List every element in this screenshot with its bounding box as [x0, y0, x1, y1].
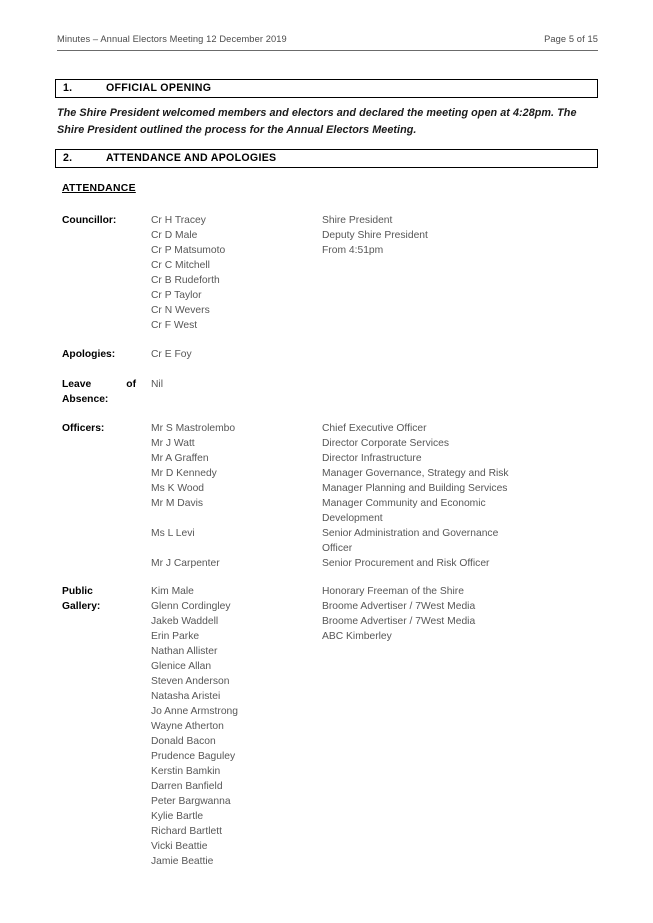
list-item: Director Infrastructure [322, 453, 422, 464]
list-item: Wayne Atherton [151, 721, 224, 732]
header-document-title: Minutes – Annual Electors Meeting 12 December 2019 [57, 34, 287, 44]
list-item: Mr J Carpenter [151, 558, 220, 569]
header-divider-rule [57, 50, 598, 51]
list-item: Mr A Graffen [151, 453, 209, 464]
list-item: Ms L Levi [151, 528, 195, 539]
page-header [57, 34, 598, 44]
section-number: 1. [63, 82, 73, 94]
row-label [62, 377, 142, 407]
list-item: Development [322, 513, 383, 524]
row-names-column [151, 421, 321, 571]
attendance-subheading: ATTENDANCE [62, 183, 136, 194]
list-item: Cr H Tracey [151, 215, 206, 226]
list-item: Director Corporate Services [322, 438, 450, 449]
row-roles-column [322, 213, 598, 258]
row-label: Apologies: [62, 349, 116, 360]
list-item: Kylie Bartle [151, 811, 204, 822]
list-item: Shire President [322, 215, 393, 226]
row-label-part: Public [62, 586, 93, 597]
list-item: Steven Anderson [151, 676, 230, 687]
list-item: Mr J Watt [151, 438, 195, 449]
list-item: Cr N Wevers [151, 305, 210, 316]
row-label [62, 584, 142, 614]
row-names-column [151, 584, 321, 869]
list-item: Richard Bartlett [151, 826, 222, 837]
header-page-number: Page 5 of 15 [544, 34, 598, 44]
row-label: Officers: [62, 423, 105, 434]
list-item: Senior Administration and Governance [322, 528, 499, 539]
section-heading-attendance-apologies [55, 149, 598, 168]
list-item: Cr C Mitchell [151, 260, 210, 271]
row-names-column [151, 347, 321, 362]
row-label-part: Gallery: [62, 601, 101, 612]
list-item: Manager Planning and Building Services [322, 483, 508, 494]
list-item: Manager Governance, Strategy and Risk [322, 468, 509, 479]
row-names-column [151, 377, 321, 392]
list-item: Kerstin Bamkin [151, 766, 221, 777]
section-title: OFFICIAL OPENING [106, 82, 212, 94]
list-item: Chief Executive Officer [322, 423, 427, 434]
list-item: Nathan Allister [151, 646, 218, 657]
list-item: Cr F West [151, 320, 198, 331]
row-label-part: Absence: [62, 394, 109, 405]
list-item: Darren Banfield [151, 781, 223, 792]
list-item: Broome Advertiser / 7West Media [322, 616, 476, 627]
list-item: Mr M Davis [151, 498, 204, 509]
list-item: Cr B Rudeforth [151, 275, 220, 286]
list-item: Cr P Matsumoto [151, 245, 226, 256]
list-item: Officer [322, 543, 353, 554]
row-label-part: Leave [62, 379, 92, 390]
list-item-spacer [151, 511, 321, 526]
list-item: Glenn Cordingley [151, 601, 231, 612]
list-item: Donald Bacon [151, 736, 216, 747]
list-item: Mr S Mastrolembo [151, 423, 236, 434]
list-item: Jamie Beattie [151, 856, 214, 867]
list-item: Jo Anne Armstrong [151, 706, 239, 717]
row-label: Councillor: [62, 215, 117, 226]
list-item: Senior Procurement and Risk Officer [322, 558, 490, 569]
list-item: Glenice Allan [151, 661, 212, 672]
list-item: Erin Parke [151, 631, 200, 642]
list-item: Natasha Aristei [151, 691, 221, 702]
section-number: 2. [63, 152, 73, 164]
section-heading-official-opening [55, 79, 598, 98]
row-names-column [151, 213, 321, 333]
section-title: ATTENDANCE AND APOLOGIES [106, 152, 277, 164]
list-item: Honorary Freeman of the Shire [322, 586, 464, 597]
list-item: Cr D Male [151, 230, 198, 241]
list-item: Kim Male [151, 586, 194, 597]
list-item: ABC Kimberley [322, 631, 392, 642]
row-roles-column [322, 421, 598, 571]
list-item: Nil [151, 379, 164, 390]
list-item: Manager Community and Economic [322, 498, 486, 509]
list-item-spacer [151, 541, 321, 556]
list-item: Cr E Foy [151, 349, 192, 360]
list-item: Ms K Wood [151, 483, 205, 494]
list-item: Peter Bargwanna [151, 796, 231, 807]
list-item: Jakeb Waddell [151, 616, 219, 627]
list-item: Mr D Kennedy [151, 468, 217, 479]
list-item: Prudence Baguley [151, 751, 236, 762]
list-item: Vicki Beattie [151, 841, 208, 852]
list-item: Deputy Shire President [322, 230, 428, 241]
list-item: Cr P Taylor [151, 290, 202, 301]
opening-paragraph: The Shire President welcomed members and electors and declared the meeting open at 4:28pm. The Shire President outlined the process for the Annual Electors Meeting. [57, 107, 577, 136]
list-item: Broome Advertiser / 7West Media [322, 601, 476, 612]
row-roles-column [322, 584, 598, 644]
row-label-part: of [126, 379, 136, 390]
list-item: From 4:51pm [322, 245, 384, 256]
